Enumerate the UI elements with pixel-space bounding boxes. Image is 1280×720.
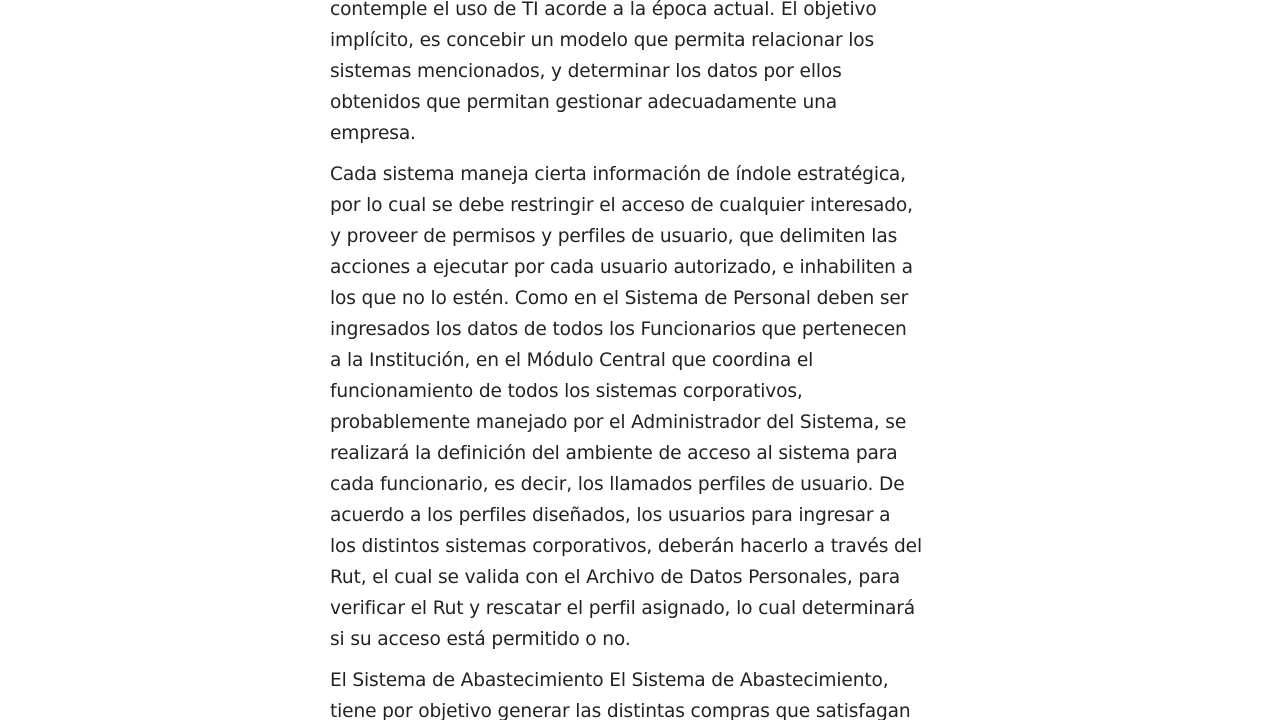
text-line: sistemas mencionados, y determinar los datos por ellos: [330, 61, 842, 82]
paragraph-3: [330, 665, 955, 720]
text-line: funcionamiento de todos los sistemas corporativos,: [330, 381, 803, 402]
text-line: los distintos sistemas corporativos, deberán hacerlo a través del: [330, 536, 922, 557]
text-line: verificar el Rut y rescatar el perfil asignado, lo cual determinará: [330, 598, 915, 619]
text-line: empresa.: [330, 123, 416, 144]
text-line: los que no lo estén. Como en el Sistema de Personal deben ser: [330, 288, 909, 309]
text-line: acciones a ejecutar por cada usuario autorizado, e inhabiliten a: [330, 257, 913, 278]
text-column: [330, 0, 955, 720]
text-line: por lo cual se debe restringir el acceso de cualquier interesado,: [330, 195, 913, 216]
text-line: y proveer de permisos y perfiles de usuario, que delimiten las: [330, 226, 898, 247]
paragraph-2: [330, 159, 955, 655]
text-line: obtenidos que permitan gestionar adecuadamente una: [330, 92, 837, 113]
text-line: si su acceso está permitido o no.: [330, 629, 631, 650]
text-line: Rut, el cual se valida con el Archivo de Datos Personales, para: [330, 567, 900, 588]
paragraph-1: [330, 0, 955, 149]
text-line: ingresados los datos de todos los Funcionarios que pertenecen: [330, 319, 907, 340]
text-line: Cada sistema maneja cierta información de índole estratégica,: [330, 164, 906, 185]
text-line: tiene por objetivo generar las distintas compras que satisfagan: [330, 701, 911, 720]
text-line: a la Institución, en el Módulo Central que coordina el: [330, 350, 814, 371]
text-line: implícito, es concebir un modelo que permita relacionar los: [330, 30, 875, 51]
text-line: realizará la definición del ambiente de acceso al sistema para: [330, 443, 898, 464]
text-line: acuerdo a los perfiles diseñados, los usuarios para ingresar a: [330, 505, 891, 526]
text-line: probablemente manejado por el Administrador del Sistema, se: [330, 412, 907, 433]
text-line: El Sistema de Abastecimiento El Sistema de Abastecimiento,: [330, 670, 889, 691]
text-line: cada funcionario, es decir, los llamados perfiles de usuario. De: [330, 474, 905, 495]
text-line: contemple el uso de TI acorde a la época actual. El objetivo: [330, 0, 877, 20]
